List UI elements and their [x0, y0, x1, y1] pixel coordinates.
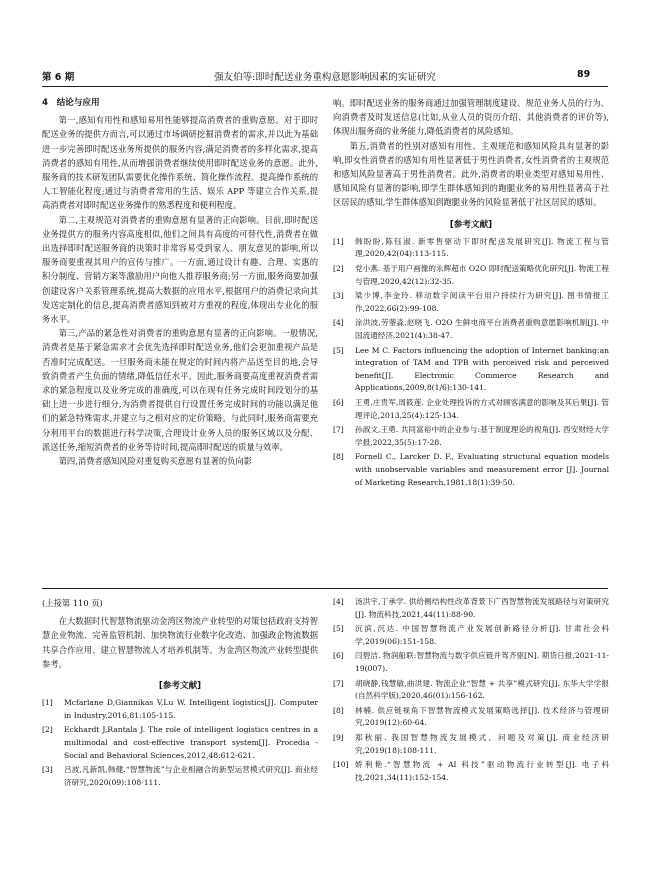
reference-number: [10]	[333, 760, 349, 770]
reference-text: 汤洪宇,丁承学. 供给侧结构性改革背景下广西智慧物流发展路径与对策研究[J]. 物流科技,2021,44(11):88-90.	[355, 597, 609, 619]
reference-text: Lee M C. Factors influencing the adoption of Internet banking:an integration of TAM and TPB with perceived risk and perceived benefit[J]. Electronic Commerce Research and Applications,2009,8(1/6):130-141.	[355, 345, 609, 393]
reference-text: 娇利艳.“智慧物流 + AI 科技”驱动物流行业转型[J]. 电子科技,2021,34(11):152-154.	[355, 760, 609, 782]
reference-number: [4]	[333, 318, 344, 328]
reference-text: 党小燕. 基于用户画像的永辉超市 O2O 即时配送策略优化研究[J]. 物流工程与管理,2020,42(12):32-35.	[355, 264, 609, 286]
reference-number: [3]	[42, 765, 53, 775]
paragraph: 第一,感知有用性和感知易用性能够提高消费者的重购意愿。对于即时配送业务的提供方而言,可以通过市场调研挖掘消费者的需求,并以此为基础进一步完善即时配送业务所提供的服务内容,满足消费者的多样化需求,提高消费者的感知有用性,从而增强消费者继续使用即时配送业务的意愿。此外,服务商的技术研发团队需要优化操作系统、简化操作流程、提高操作系统的人工智能化程度;通过与消费者常用的生活、娱乐 APP 等建立合作关系,提高消费者对即时配送业务操作的熟悉程度和便利程度。	[42, 115, 318, 211]
reference-number: [2]	[333, 264, 344, 274]
reference-text: 梁少博,李金玲. 移动数字阅读平台用户持续行为研究[J]. 图书情报工作,2022,66(2):99-108.	[355, 291, 609, 313]
reference-text: 沉滨,沉达. 中国智慧物流产业发展创新路径分析[J]. 甘肃社会科学,2019(06):151-158.	[355, 624, 609, 646]
right-column	[333, 96, 609, 491]
bottom-right-column	[333, 596, 609, 786]
reference-item	[333, 397, 609, 422]
reference-item	[333, 424, 609, 449]
reference-text: 孙淑文,王勇. 共同富裕中的企业参与:基于制度理论的视角[J]. 西安财经大学学报,2022,35(5):17-28.	[355, 425, 609, 447]
reference-item	[333, 678, 609, 703]
reference-number: [5]	[333, 624, 344, 634]
reference-item	[333, 345, 609, 395]
reference-item	[333, 732, 609, 757]
bottom-left-column	[42, 596, 318, 791]
reference-text: 胡晓静,钱慧敏,曲洪建. 物流企业“智慧 + 共享”模式研究[J]. 东华大学学报(自然科学版),2020,46(01):156-162.	[355, 678, 609, 701]
paragraph: 第三,产品的紧急性对消费者的重购意愿有显著的正向影响。一般情况,消费者是基于紧急需求才会优先选择即时配送业务,他们会更加重视产品是否准时完成配送。一旦服务商未能在规定的时间内将产品送至目的地,会导致消费者产生负面的情绪,降低信任水平。因此,服务商要高度重视消费者需求的紧急程度以及业务完成的准确度,可以在现有任务完成时间段划分的基础上进一步进行细分,为消费者提供自行设置任务完成时间的功能以满足他们的紧急特殊需求,并建立与之相对应的定价策略。与此同时,服务商需要充分利用平台的数据进行科学决策,合理设计业务人员的服务区域以及分配、派送任务,缩短消费者的业务等待时间,提高即时配送的质量与效率。	[42, 328, 318, 452]
running-title: 强友伯等:即时配送业务重构意愿影响因素的实证研究	[214, 72, 436, 83]
reference-item	[42, 697, 318, 722]
reference-number: [8]	[333, 452, 344, 462]
reference-text: Fornell C., Larcker D. F., Evaluating structural equation models with unobservable variables and measurement error [J]. Journal of Marketing Research,1981,18(1):39-50.	[355, 452, 609, 487]
reference-text: 吕波,凡新凯,韩健.“智慧物流”与企业相融合的新型运营模式研究[J]. 商业经济研究,2020(09):108-111.	[64, 765, 318, 787]
reference-item	[333, 451, 609, 489]
left-column	[42, 96, 318, 468]
reference-number: [1]	[42, 698, 53, 708]
reference-item	[333, 650, 609, 675]
reference-number: [4]	[333, 597, 344, 606]
reference-item	[333, 759, 609, 784]
issue-number: 第 6 期	[42, 72, 75, 83]
reference-number: [6]	[333, 397, 344, 407]
paragraph: 在大数据时代智慧物流驱动金湾区物流产业转型的对策包括政府支持智慧企业物流、完善监管机制、加快物流行业数字化改造、加强政企物流数据共享合作应用、建立智慧物流人才培养机制等。为金湾区物流产业转型提供参考。	[42, 616, 318, 669]
paragraph: 第四,消费者感知风险对重复购买意愿有显著的负向影	[58, 456, 253, 467]
paragraph: 第五,消费者的性别对感知有用性、主观规范和感知风险具有显著的影响,即女性消费者的感知有用性显著低于男性消费者,女性消费者的主观规范和感知风险显著高于男性消费者。此外,消费者的职业类型对感知易用性、感知风险有显著的影响,即学生群体感知到的跑腿业务的易用性显著高于社区居民的感知,学生群体感知到跑腿业务的风险显著低于社区居民的感知。	[333, 140, 609, 208]
paragraph-continued: 响。即时配送业务的服务商通过加强管理制度建设、规范业务人员的行为、向消费者及时发送信息(比如,从业人员的资历介绍、其他消费者的评价等),体现出服务商的业务能力,降低消费者的风险感知。	[333, 98, 609, 137]
page-number: 89	[577, 69, 591, 80]
reference-text: 韩盼盼,陈钰淑. 新零售驱动下即时配送发展研究[J]. 物流工程与管理,2020,42(04):113-115.	[355, 236, 609, 259]
reference-item	[333, 290, 609, 315]
reference-item	[333, 263, 609, 288]
reference-number: [3]	[333, 291, 344, 301]
reference-number: [7]	[333, 678, 344, 688]
reference-item	[333, 236, 609, 261]
reference-text: Eckhardt J,Rantala J. The role of intelligent logistics centres in a multimodal and cost-effective transport system[J]. Procedia - Social and Behavioral Sciences,2012,48:612-621.	[64, 725, 318, 760]
reference-text: 闫碧洁. 物润船联:智慧物流与数字供应链并驾齐驱[N]. 期货日报,2021-11-19(007).	[355, 651, 609, 673]
header-rule	[42, 86, 608, 87]
reference-item	[42, 724, 318, 762]
reference-text: 林楠. 供应链视角下智慧物流模式发展策略选择[J]. 技术经济与管理研究,2019(12):60-64.	[355, 705, 609, 728]
reference-number: [1]	[333, 236, 344, 246]
reference-number: [9]	[333, 732, 344, 742]
reference-item	[333, 705, 609, 730]
continuation-note: (上接第 110 页)	[42, 598, 103, 608]
reference-number: [8]	[333, 705, 344, 715]
reference-list	[333, 596, 609, 784]
reference-item	[333, 623, 609, 648]
reference-text: 王勇,庄贵军,周筱莲. 企业处理投诉的方式对顾客满意的影响及其后果[J]. 管理评论,2013,25(4):125-134.	[355, 397, 609, 420]
reference-item	[333, 596, 609, 621]
reference-number: [2]	[42, 725, 53, 735]
reference-item	[42, 764, 318, 789]
running-header	[0, 64, 650, 86]
reference-number: [5]	[333, 345, 344, 355]
reference-list	[42, 697, 318, 789]
paragraph: 第二,主观规范对消费者的重购意愿有显著的正向影响。目前,即时配送业务提供方的服务内容高度相似,他们之间具有高度的可替代性,消费者在做出选择即时配送服务商的决策时非常容易受到家人、朋友意见的影响,所以服务商要重视其用户的宣传与推广。一方面,通过设计有趣、合理、实惠的积分制度、营销方案等激励用户向他人推荐服务商;另一方面,服务商要加强创建设客户关系管理系统,提高大数据的应用水平,根据用户的消费记录向其发送定制化的信息,提高消费者感知到被对方重视的程度,体现出专业化的服务水平。	[42, 214, 318, 325]
reference-list	[333, 236, 609, 489]
reference-number: [7]	[333, 425, 344, 435]
reference-item	[333, 317, 609, 342]
references-heading: [参考文献]	[158, 681, 202, 692]
reference-text: 郑秋丽. 我国智慧物流发展模式、问题及对策[J]. 商业经济研究,2019(18):108-111.	[355, 732, 609, 755]
reference-number: [6]	[333, 651, 344, 661]
reference-text: 涂洪波,劳蓥淼,赵晓飞. O2O 生鲜电商平台消费者重购意愿影响机制[J]. 中国流通经济,2021(4):38-47.	[355, 318, 609, 340]
section-divider	[42, 588, 608, 589]
reference-text: Mcfarlane D,Giannikas V,Lu W. Intelligent logistics[J]. Computer in Industry,2016,81:105-115.	[64, 698, 318, 720]
section-heading: 4 结论与应用	[42, 98, 100, 108]
references-heading: [参考文献]	[449, 219, 493, 230]
